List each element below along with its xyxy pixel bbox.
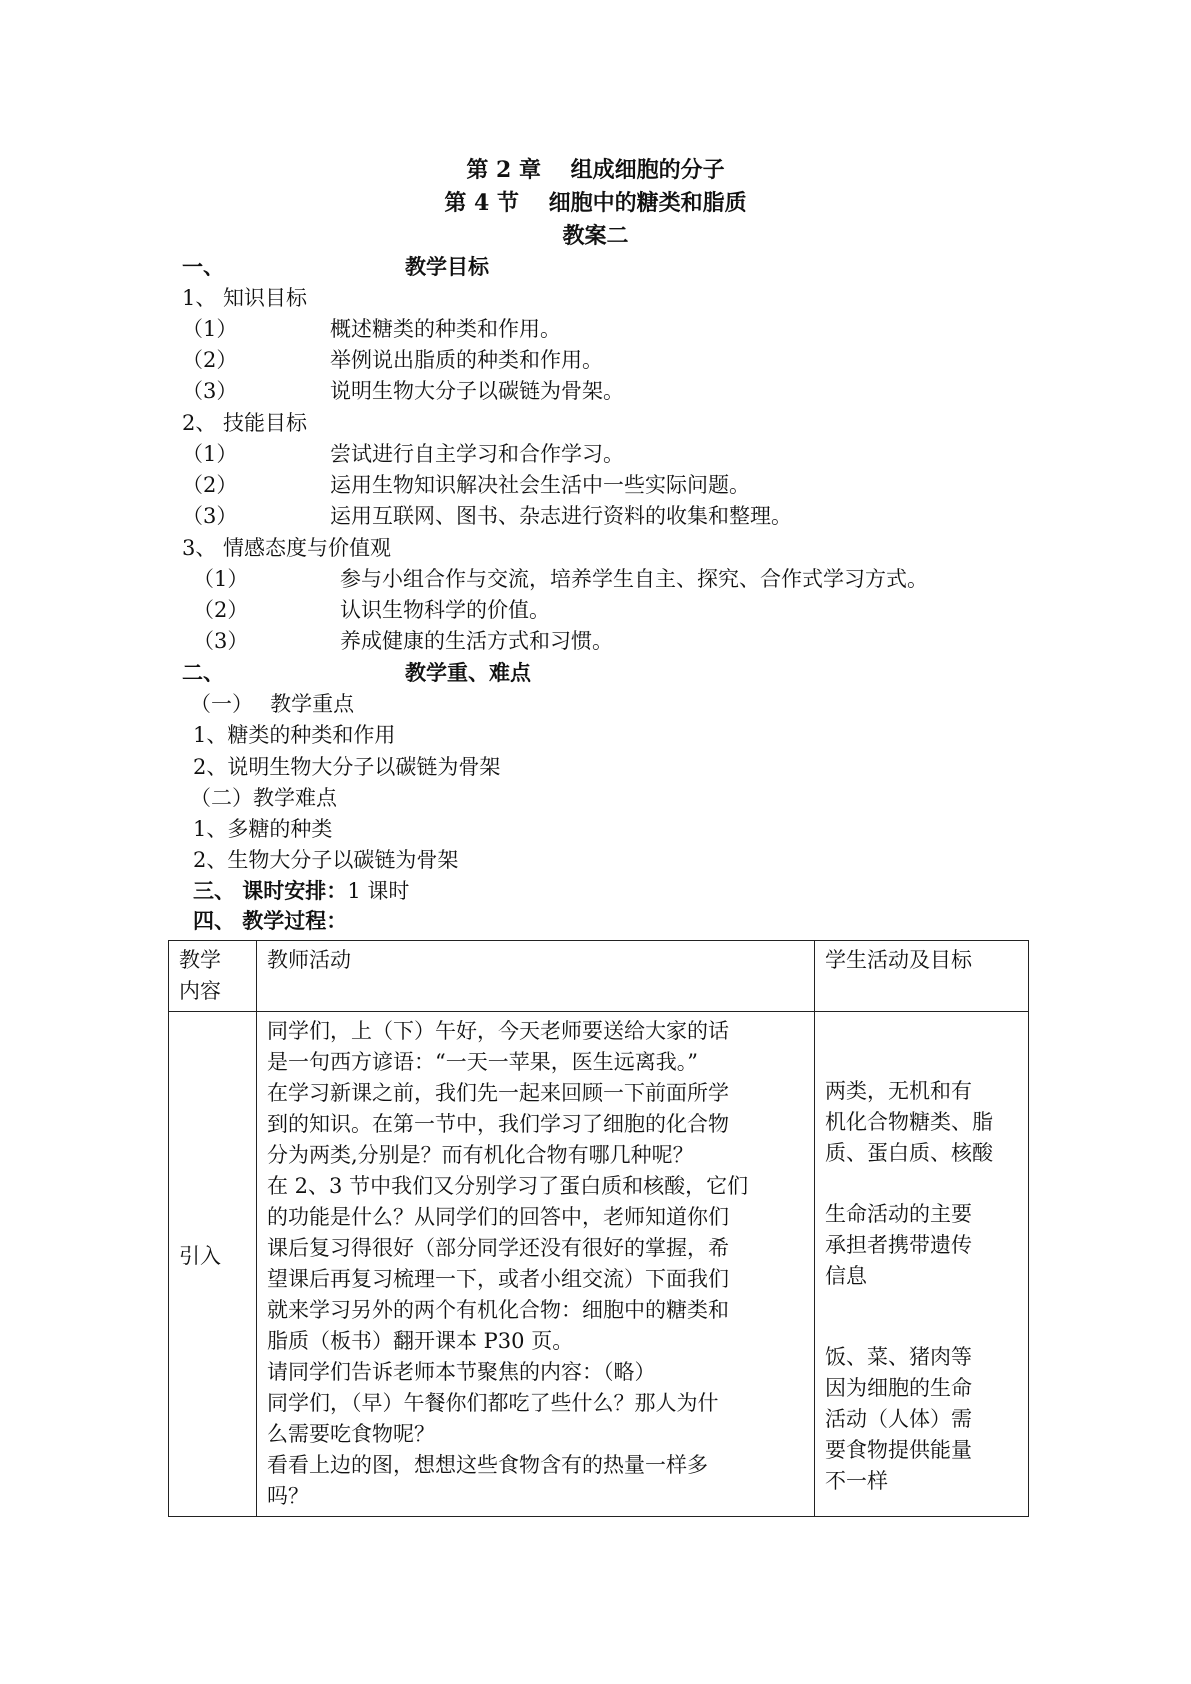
schedule-line: [193, 876, 409, 906]
teacher-line-14: 么需要吃食物呢？: [267, 1422, 435, 1446]
teacher-line-5: 分为两类,分别是？而有机化合物有哪几种呢？: [267, 1143, 694, 1167]
student-line-7: 饭、菜、猪肉等: [825, 1345, 972, 1369]
skill-item-3-index: （3）: [182, 504, 238, 528]
header-student-activity: 学生活动及目标: [825, 948, 972, 972]
skill-goal-label: 2、 技能目标: [182, 411, 308, 435]
schedule-value: 1 课时: [347, 879, 410, 903]
teacher-line-7: 的功能是什么？从同学们的回答中，老师知道你们: [267, 1205, 729, 1229]
skill-item-1-index: （1）: [182, 442, 238, 466]
knowledge-item-1-text: 概述糖类的种类和作用。: [330, 317, 561, 341]
difficulty-label: （二）教学难点: [190, 786, 337, 810]
student-line-4: 生命活动的主要: [825, 1202, 972, 1226]
knowledge-item-3-index: （3）: [182, 379, 238, 403]
schedule-label: 三、 课时安排：: [193, 878, 348, 903]
header-student-cell: [815, 941, 1029, 1012]
table-row: [169, 1012, 1029, 1517]
student-line-3: 质、蛋白质、核酸: [825, 1141, 993, 1165]
teaching-process-table: [168, 940, 1029, 1517]
teacher-line-6: 在 2、3 节中我们又分别学习了蛋白质和核酸，它们: [267, 1174, 749, 1198]
skill-item-3-text: 运用互联网、图书、杂志进行资料的收集和整理。: [330, 504, 792, 528]
part1-heading: 教学目标: [405, 254, 489, 279]
difficulty-item-1: 1、多糖的种类: [193, 817, 333, 841]
teacher-line-15: 看看上边的图，想想这些食物含有的热量一样多: [267, 1453, 708, 1477]
student-line-1: 两类，无机和有: [825, 1079, 972, 1103]
table-header-row: [169, 941, 1029, 1012]
teacher-line-8: 课后复习得很好（部分同学还没有很好的掌握，希: [267, 1236, 729, 1260]
emotion-item-1-text: 参与小组合作与交流，培养学生自主、探究、合作式学习方式。: [340, 567, 928, 591]
plan-title: 教案二: [562, 223, 629, 249]
header-content-line-2: 内容: [179, 979, 221, 1003]
student-line-2: 机化合物糖类、脂: [825, 1110, 993, 1134]
teacher-line-11: 脂质（板书）翻开课本 P30 页。: [267, 1329, 574, 1353]
part2-number: 二、: [182, 660, 224, 685]
student-line-11: 不一样: [825, 1469, 888, 1493]
knowledge-goal-label: 1、 知识目标: [182, 286, 308, 310]
student-line-9: 活动（人体）需: [825, 1407, 972, 1431]
emotion-item-3-text: 养成健康的生活方式和习惯。: [340, 629, 613, 653]
teacher-line-3: 在学习新课之前，我们先一起来回顾一下前面所学: [267, 1081, 729, 1105]
row1-student-cell: [815, 1012, 1029, 1517]
emotion-item-2-text: 认识生物科学的价值。: [340, 598, 550, 622]
teacher-line-13: 同学们，（早）午餐你们都吃了些什么？那人为什: [267, 1391, 719, 1415]
header-teacher-activity: 教师活动: [267, 948, 351, 972]
student-line-6: 信息: [825, 1264, 867, 1288]
teacher-line-4: 到的知识。在第一节中，我们学习了细胞的化合物: [267, 1112, 729, 1136]
teacher-line-10: 就来学习另外的两个有机化合物：细胞中的糖类和: [267, 1298, 729, 1322]
skill-item-2-text: 运用生物知识解决社会生活中一些实际问题。: [330, 473, 750, 497]
part1-number: 一、: [182, 254, 224, 279]
focus-item-2: 2、说明生物大分子以碳链为骨架: [193, 755, 501, 779]
row1-content-cell: [169, 1012, 257, 1517]
teacher-line-9: 望课后再复习梳理一下，或者小组交流）下面我们: [267, 1267, 729, 1291]
skill-item-2-index: （2）: [182, 473, 238, 497]
row1-teacher-cell: [257, 1012, 815, 1517]
row1-content-label: 引入: [179, 1243, 221, 1268]
emotion-goal-label: 3、 情感态度与价值观: [182, 536, 392, 560]
skill-item-1-text: 尝试进行自主学习和合作学习。: [330, 442, 624, 466]
difficulty-item-2: 2、生物大分子以碳链为骨架: [193, 848, 459, 872]
header-content-line-1: 教学: [179, 948, 221, 972]
emotion-item-1-index: （1）: [193, 567, 249, 591]
chapter-title: 第 2 章 组成细胞的分子: [466, 157, 725, 183]
student-line-10: 要食物提供能量: [825, 1438, 972, 1462]
focus-label: （一） 教学重点: [190, 692, 355, 716]
knowledge-item-2-index: （2）: [182, 348, 238, 372]
teacher-line-16: 吗？: [267, 1484, 309, 1508]
student-line-8: 因为细胞的生命: [825, 1376, 972, 1400]
section-title: 第 4 节 细胞中的糖类和脂质: [444, 190, 747, 216]
part2-heading: 教学重、难点: [405, 660, 531, 685]
focus-item-1: 1、糖类的种类和作用: [193, 723, 396, 747]
teacher-line-2: 是一句西方谚语：“一天一苹果，医生远离我。”: [267, 1050, 698, 1074]
knowledge-item-2-text: 举例说出脂质的种类和作用。: [330, 348, 603, 372]
knowledge-item-3-text: 说明生物大分子以碳链为骨架。: [330, 379, 624, 403]
knowledge-item-1-index: （1）: [182, 317, 238, 341]
emotion-item-3-index: （3）: [193, 629, 249, 653]
teacher-line-12: 请同学们告诉老师本节聚焦的内容：（略）: [267, 1360, 656, 1384]
emotion-item-2-index: （2）: [193, 598, 249, 622]
header-teacher-cell: [257, 941, 815, 1012]
student-line-5: 承担者携带遗传: [825, 1233, 972, 1257]
header-content-cell: [169, 941, 257, 1012]
teacher-line-1: 同学们，上（下）午好，今天老师要送给大家的话: [267, 1019, 729, 1043]
process-label: 四、 教学过程：: [193, 908, 348, 933]
